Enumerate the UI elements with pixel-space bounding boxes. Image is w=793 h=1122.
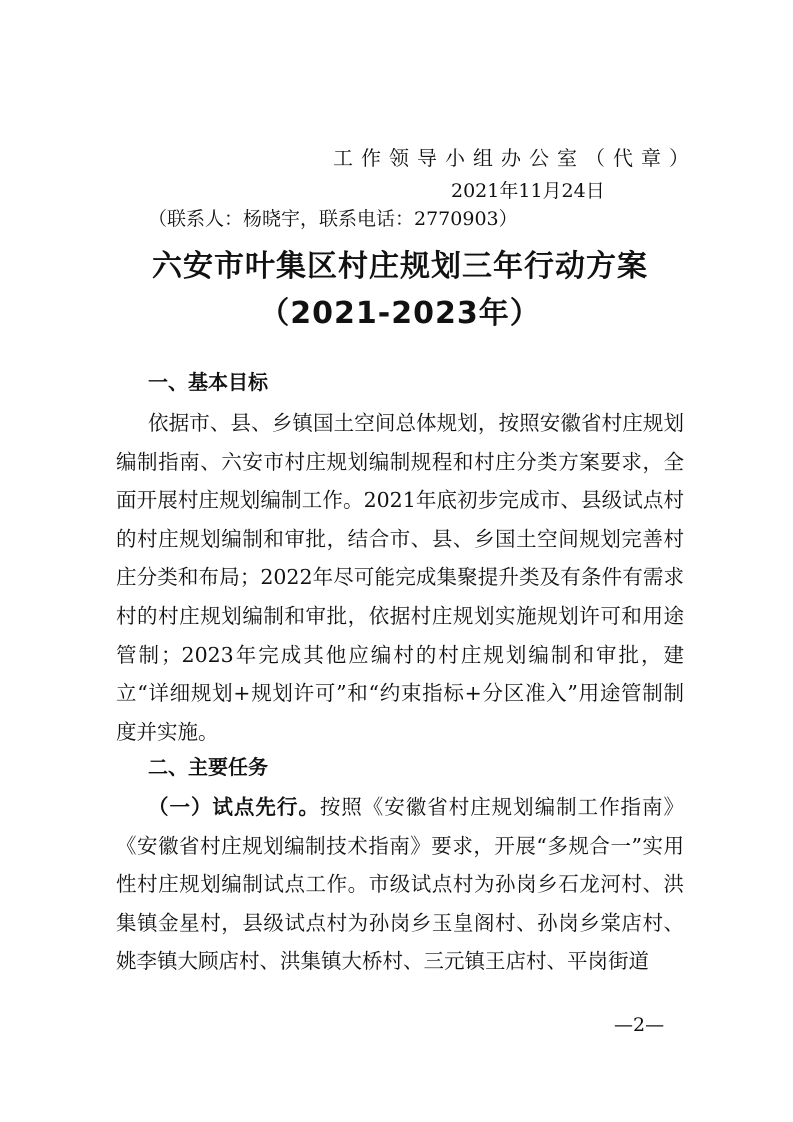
section-heading-main-tasks: 二、主要任务 xyxy=(148,755,268,779)
section-heading-basic-goals: 一、基本目标 xyxy=(148,370,268,394)
section-body-main-tasks xyxy=(116,788,684,988)
document-title: 六安市叶集区村庄规划三年行动方案（2021-2023年） xyxy=(152,249,648,331)
page-number: —2— xyxy=(614,1014,665,1036)
subsection-lead-pilot: （一）试点先行。 xyxy=(148,795,320,819)
issue-date: 2021年11月24日 xyxy=(451,180,605,202)
issuing-office: 工作领导小组办公室（代章） xyxy=(333,146,697,170)
section-body-basic-goals: 依据市、县、乡镇国土空间总体规划，按照安徽省村庄规划编制指南、六安市村庄规划编制规程和村庄分类方案要求，全面开展村庄规划编制工作。2021年底初步完成市、县级试点村的村庄规划编制和审批，结合市、县、乡国土空间规划完善村庄分类和布局；2022年尽可能完成集聚提升类及有条件有需求村的村庄规划编制和审批，依据村庄规划实施规划许可和用途管制；2023年完成其他应编村的村庄规划编制和审批，建立“详细规划+规划许可”和“约束指标+分区准入”用途管制制度并实施。 xyxy=(116,411,684,744)
contact-info: （联系人：杨晓宇，联系电话：2770903） xyxy=(148,208,518,230)
subsection-body-pilot: 按照《安徽省村庄规划编制工作指南》《安徽省村庄规划编制技术指南》要求，开展“多规合一”实用性村庄规划编制试点工作。市级试点村为孙岗乡石龙河村、洪集镇金星村，县级试点村为孙岗乡玉皇阁村、孙岗乡棠店村、姚李镇大顾店村、洪集镇大桥村、三元镇王店村、平岗街道 xyxy=(116,795,685,974)
